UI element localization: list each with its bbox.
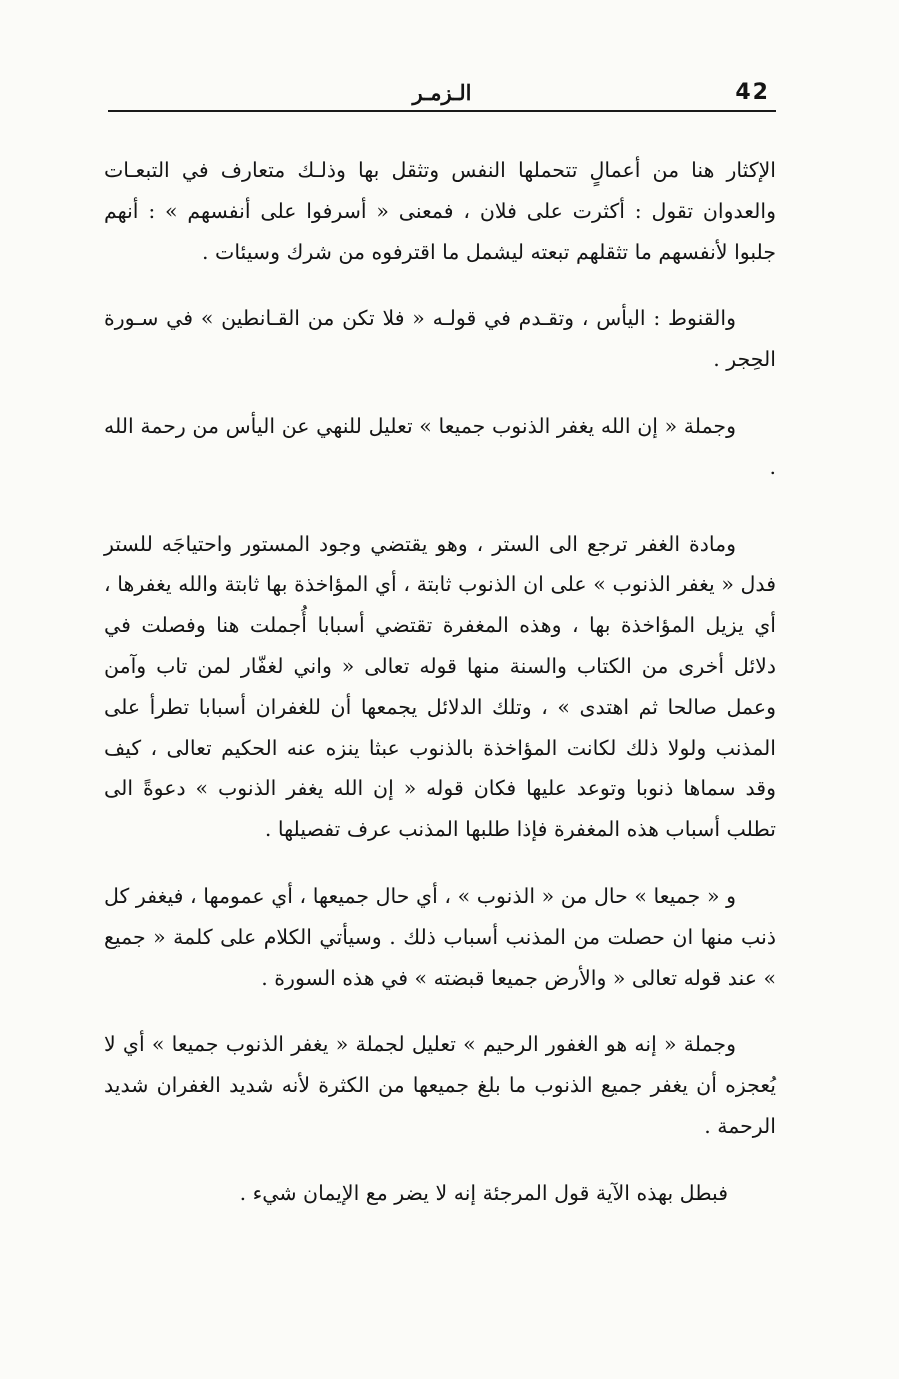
paragraph-3: وجملة « إن الله يغفر الذنوب جميعا » تعليل للنهي عن اليأس من رحمة الله .	[104, 413, 776, 479]
header-divider	[108, 110, 776, 112]
paragraph-4: ومادة الغفر ترجع الى الستر ، وهو يقتضي وجود المستور واحتياجَه للستر فدل « يغفر الذنوب » على ان الذنوب ثابتة ، أي المؤاخذة بها ثابتة والله يغفرها ، أي يزيل المؤاخذة بها ، وهذه المغفرة تقتضي أسبابا أُجملت هنا وفصلت في دلائل أخرى من الكتاب والسنة منها قوله تعالى « واني لغفّار لمن تاب وآمن وعمل صالحا ثم اهتدى » ، وتلك الدلائل يجمعها أن للغفران أسبابا تطرأ على المذنب ولولا ذلك لكانت المؤاخذة بالذنوب عبثا ينزه عنه الحكيم تعالى ، كيف وقد سماها ذنوبا وتوعد عليها فكان قوله « إن الله يغفر الذنوب » دعوةً الى تطلب أسباب هذه المغفرة فإذا طلبها المذنب عرف تفصيلها .	[104, 531, 776, 842]
page-header	[108, 74, 776, 110]
paragraph-2: والقنوط : اليأس ، وتقـدم في قولـه « فلا تكن من القـانطين » في سـورة الحِجر .	[104, 306, 776, 372]
paragraph-5: و « جميعا » حال من « الذنوب » ، أي حال جميعها ، أي عمومها ، فيغفر كل ذنب منها ان حصلت من المذنب أسباب ذلك . وسيأتي الكلام على كلمة « جميع » عند قوله تعالى « والأرض جميعا قبضته » في هذه السورة .	[104, 883, 776, 990]
paragraph-1: الإكثار هنا من أعمالٍ تتحملها النفس وتثقل بها وذلـك متعارف في التبعـات والعدوان تقول : أكثرت على فلان ، فمعنى « أسرفوا على أنفسهم » : أنهم جلبوا لأنفسهم ما تثقلهم تبعته ليشمل ما اقترفوه من شرك وسيئات .	[104, 158, 776, 264]
paragraph-7: فبطل بهذه الآية قول المرجئة إنه لا يضر مع الإيمان شيء .	[239, 1180, 728, 1205]
running-title: الـزمـر	[412, 80, 472, 105]
page-body	[104, 150, 776, 1214]
paragraph-6: وجملة « إنه هو الغفور الرحيم » تعليل لجملة « يغفر الذنوب جميعا » أي لا يُعجزه أن يغفر جميع الذنوب ما بلغ جميعها من الكثرة لأنه شديد الغفران شديد الرحمة .	[104, 1032, 776, 1138]
page-number: 42	[735, 80, 770, 105]
